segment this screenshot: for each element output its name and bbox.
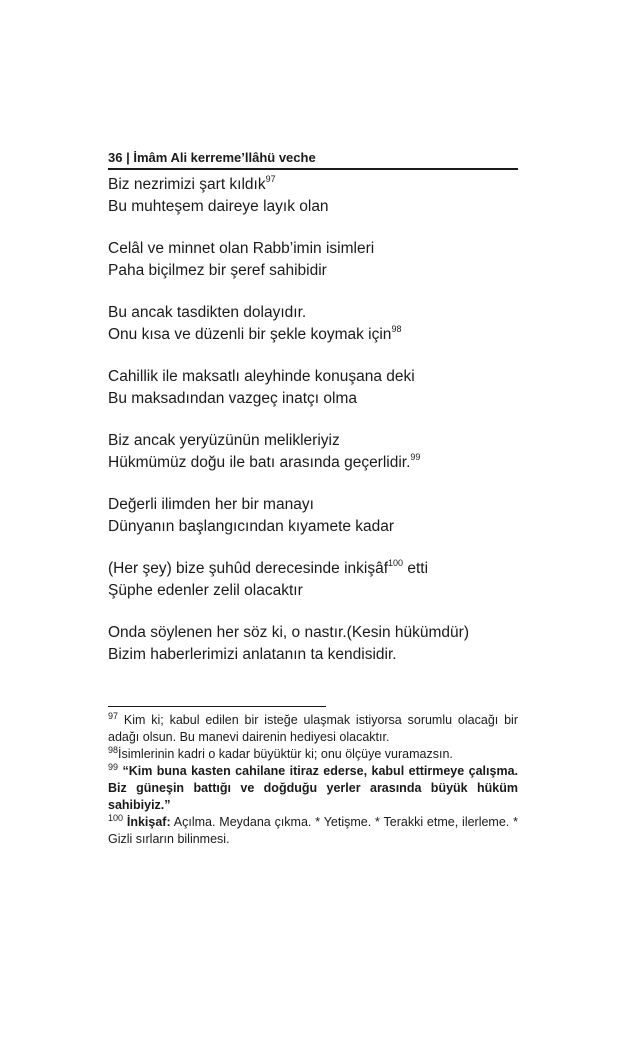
line-text-tail: etti	[403, 560, 429, 577]
footnote-ref: 100	[388, 558, 404, 568]
footnote-ref: 99	[410, 452, 421, 462]
footnote-number: 98	[108, 745, 119, 755]
footnote-text: “Kim buna kasten cahilane itiraz ederse, kabul ettirmeye çalışma. Biz güneşin battığı ve doğduğu yerler arasında büyük hüküm sahibiyiz.”	[108, 764, 518, 812]
stanza	[108, 494, 528, 538]
footnotes	[108, 712, 518, 848]
poem-line	[108, 494, 528, 516]
line-text: Onu kısa ve düzenli bir şekle koymak için	[108, 326, 392, 343]
poem-line	[108, 558, 528, 580]
line-text: Hükmümüz doğu ile batı arasında geçerlidir.	[108, 454, 411, 471]
footnote-97	[108, 712, 518, 746]
line-text: Paha biçilmez bir şeref sahibidir	[108, 262, 327, 279]
poem-line	[108, 238, 528, 260]
line-text: Biz nezrimizi şart kıldık	[108, 176, 266, 193]
stanza	[108, 558, 528, 602]
footnote-text: Kim ki; kabul edilen bir isteğe ulaşmak istiyorsa sorumlu olacağı bir adağı olsun. Bu manevi dairenin hediyesi olacaktır.	[108, 713, 518, 744]
header-title: İmâm Ali kerreme’llâhü veche	[133, 150, 316, 165]
poem-line	[108, 516, 528, 538]
footnote-number: 99	[108, 762, 119, 772]
footnote-text: Açılma. Meydana çıkma. * Yetişme. * Terakki etme, ilerleme. * Gizli sırların bilinmesi.	[108, 815, 518, 846]
poem-line	[108, 366, 528, 388]
line-text: Değerli ilimden her bir manayı	[108, 496, 314, 513]
poem-line	[108, 388, 528, 410]
footnote-number: 97	[108, 711, 119, 721]
running-header	[108, 150, 518, 170]
poem-line	[108, 302, 528, 324]
stanza	[108, 366, 528, 410]
poem-line	[108, 452, 528, 474]
poem-line	[108, 580, 528, 602]
header-separator: |	[126, 150, 130, 165]
line-text: Dünyanın başlangıcından kıyamete kadar	[108, 518, 395, 535]
line-text: Onda söylenen her söz ki, o nastır.(Kesin hükümdür)	[108, 624, 469, 641]
poem-line	[108, 430, 528, 452]
footnote-divider	[108, 706, 326, 707]
line-text: Celâl ve minnet olan Rabb’imin isimleri	[108, 240, 375, 257]
line-text: Şüphe edenler zelil olacaktır	[108, 582, 303, 599]
poem-line	[108, 644, 528, 666]
line-text: Cahillik ile maksatlı aleyhinde konuşana deki	[108, 368, 415, 385]
stanza	[108, 430, 528, 474]
line-text: Bu muhteşem daireye layık olan	[108, 198, 329, 215]
footnote-ref: 98	[391, 324, 402, 334]
line-text: Bu maksadından vazgeç inatçı olma	[108, 390, 357, 407]
stanza	[108, 302, 528, 346]
line-text: Bizim haberlerimizi anlatanın ta kendisidir.	[108, 646, 397, 663]
poem-line	[108, 260, 528, 282]
footnote-ref: 97	[265, 174, 276, 184]
line-text: (Her şey) bize şuhûd derecesinde inkişâf	[108, 560, 388, 577]
footnote-99	[108, 763, 518, 814]
stanza	[108, 622, 528, 666]
poem-line	[108, 174, 528, 196]
line-text: Biz ancak yeryüzünün melikleriyiz	[108, 432, 340, 449]
footnote-number: 100	[108, 813, 124, 823]
stanza	[108, 174, 528, 218]
footnote-text: İsimlerinin kadri o kadar büyüktür ki; onu ölçüye vuramazsın.	[118, 747, 453, 761]
line-text: Bu ancak tasdikten dolayıdır.	[108, 304, 307, 321]
footnote-term: İnkişaf:	[126, 815, 171, 829]
footnote-100	[108, 814, 518, 848]
page-number: 36	[108, 150, 123, 165]
footnote-98	[108, 746, 518, 763]
poem-line	[108, 622, 528, 644]
poem-line	[108, 196, 528, 218]
poem	[108, 174, 528, 686]
stanza	[108, 238, 528, 282]
poem-line	[108, 324, 528, 346]
